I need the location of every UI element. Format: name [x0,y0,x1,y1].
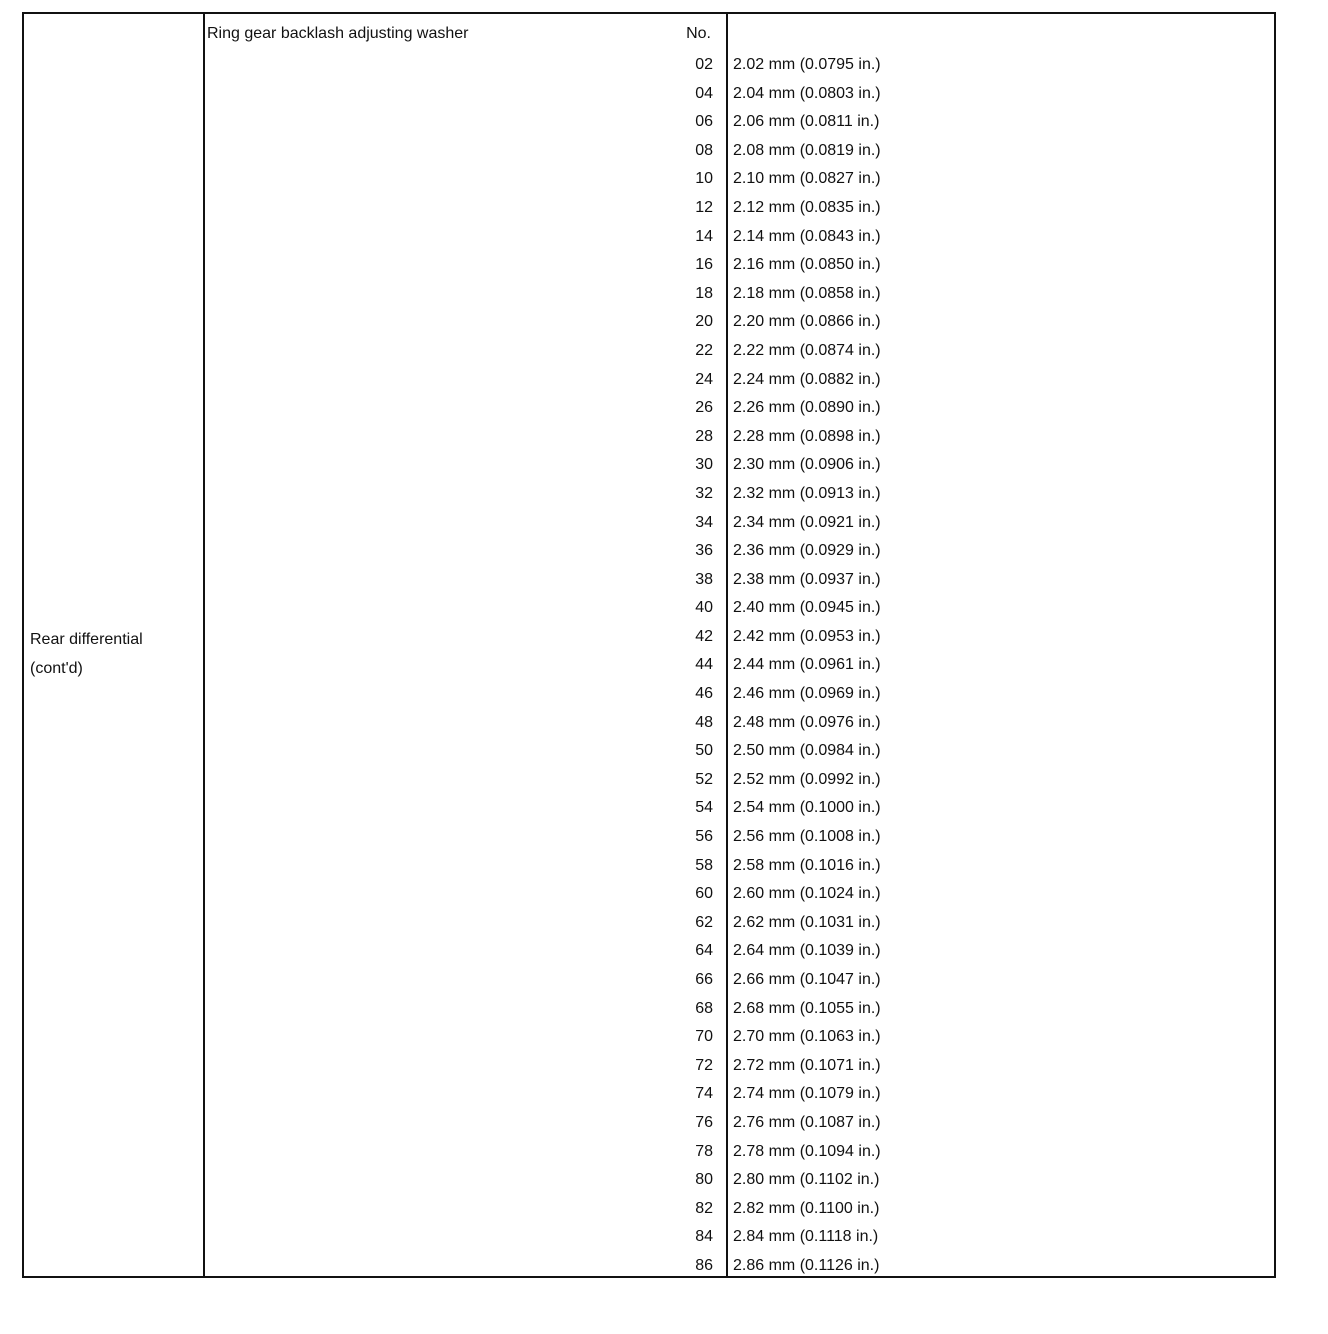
washer-thickness: 2.30 mm (0.0906 in.) [733,456,881,474]
table-row [24,251,1274,280]
washer-number: 02 [695,56,713,73]
washer-thickness: 2.32 mm (0.0913 in.) [733,484,881,502]
no-column-header: No. [686,25,711,42]
washer-number: 22 [695,341,713,359]
washer-number: 16 [695,256,713,274]
washer-number: 04 [695,84,713,102]
washer-thickness: 2.50 mm (0.0984 in.) [733,742,881,760]
table-row [24,823,1274,852]
table-row [24,165,1274,194]
table-row [24,1252,1274,1281]
washer-thickness: 2.58 mm (0.1016 in.) [733,856,881,874]
washer-thickness: 2.84 mm (0.1118 in.) [733,1228,879,1246]
washer-number: 12 [695,198,713,216]
table-row [24,509,1274,538]
washer-thickness: 2.26 mm (0.0890 in.) [733,399,881,417]
system-label: Rear differential [30,631,143,648]
washer-number: 24 [695,370,713,388]
washer-thickness: 2.44 mm (0.0961 in.) [733,656,881,674]
table-row [24,852,1274,881]
washer-thickness: 2.86 mm (0.1126 in.) [733,1256,880,1274]
washer-thickness: 2.38 mm (0.0937 in.) [733,570,881,588]
table-row [24,80,1274,109]
table-row [24,108,1274,137]
table-row [24,1223,1274,1252]
table-row [24,1109,1274,1138]
washer-thickness: 2.36 mm (0.0929 in.) [733,542,881,560]
table-row [24,680,1274,709]
table-row [24,966,1274,995]
washer-thickness: 2.12 mm (0.0835 in.) [733,198,881,216]
washer-number: 74 [695,1085,713,1103]
table-row [24,909,1274,938]
washer-number: 70 [695,1028,713,1046]
table-row [24,480,1274,509]
table-row [24,737,1274,766]
washer-number: 54 [695,799,713,817]
table-row [24,1080,1274,1109]
washer-thickness: 2.54 mm (0.1000 in.) [733,799,881,817]
table-row [24,1023,1274,1052]
washer-number: 76 [695,1113,713,1131]
table-row [24,451,1274,480]
table-row [24,766,1274,795]
washer-thickness: 2.56 mm (0.1008 in.) [733,828,881,846]
table-row [24,1138,1274,1167]
spec-table [22,12,1276,1278]
washer-thickness: 2.40 mm (0.0945 in.) [733,599,881,617]
washer-thickness: 2.10 mm (0.0827 in.) [733,170,881,188]
washer-thickness: 2.14 mm (0.0843 in.) [733,227,881,245]
washer-number: 78 [695,1142,713,1160]
washer-number: 50 [695,742,713,760]
washer-number: 14 [695,227,713,245]
table-row [24,337,1274,366]
washer-number: 86 [695,1256,713,1274]
washer-thickness: 2.52 mm (0.0992 in.) [733,770,881,788]
table-row [24,537,1274,566]
washer-number: 72 [695,1056,713,1074]
washer-thickness: 2.64 mm (0.1039 in.) [733,942,881,960]
washer-thickness: 2.68 mm (0.1055 in.) [733,999,881,1017]
washer-thickness: 2.80 mm (0.1102 in.) [733,1171,880,1189]
washer-thickness: 2.28 mm (0.0898 in.) [733,427,881,445]
table-row [24,1195,1274,1224]
washer-number: 66 [695,971,713,988]
washer-number: 44 [695,656,713,674]
washer-number: 40 [695,599,713,617]
washer-number: 82 [695,1199,713,1217]
washer-number: 52 [695,770,713,788]
washer-number: 84 [695,1228,713,1246]
washer-thickness: 2.22 mm (0.0874 in.) [733,341,881,359]
table-row [24,995,1274,1024]
washer-number: 48 [695,713,713,731]
item-label: Ring gear backlash adjusting washer [207,25,469,42]
washer-thickness: 2.62 mm (0.1031 in.) [733,913,881,931]
washer-thickness: 2.48 mm (0.0976 in.) [733,713,881,731]
table-row [24,651,1274,680]
washer-number: 56 [695,828,713,846]
washer-thickness: 2.82 mm (0.1100 in.) [733,1199,880,1217]
washer-thickness: 2.16 mm (0.0850 in.) [733,256,881,274]
table-row [24,308,1274,337]
washer-number: 20 [695,313,713,331]
table-row [24,594,1274,623]
washer-thickness: 2.76 mm (0.1087 in.) [733,1113,881,1131]
washer-thickness: 2.60 mm (0.1024 in.) [733,885,881,903]
washer-thickness: 2.18 mm (0.0858 in.) [733,284,881,302]
washer-thickness: 2.02 mm (0.0795 in.) [733,56,881,73]
washer-number: 18 [695,284,713,302]
table-row [24,394,1274,423]
washer-thickness: 2.42 mm (0.0953 in.) [733,627,881,645]
washer-number: 34 [695,513,713,531]
table-row [24,623,1274,652]
washer-thickness: 2.04 mm (0.0803 in.) [733,84,881,102]
washer-number: 26 [695,399,713,417]
washer-number: 58 [695,856,713,874]
washer-number: 42 [695,627,713,645]
washer-thickness: 2.66 mm (0.1047 in.) [733,971,881,988]
washer-number: 30 [695,456,713,474]
washer-list [24,51,1274,1281]
washer-thickness: 2.20 mm (0.0866 in.) [733,313,881,331]
table-row [24,280,1274,309]
washer-number: 10 [695,170,713,188]
table-row [24,366,1274,395]
table-row [24,51,1274,80]
washer-thickness: 2.78 mm (0.1094 in.) [733,1142,881,1160]
table-row [24,880,1274,909]
washer-number: 36 [695,542,713,560]
washer-thickness: 2.08 mm (0.0819 in.) [733,141,881,159]
table-row [24,937,1274,966]
washer-number: 08 [695,141,713,159]
washer-number: 46 [695,685,713,703]
washer-thickness: 2.06 mm (0.0811 in.) [733,113,880,131]
washer-thickness: 2.72 mm (0.1071 in.) [733,1056,881,1074]
washer-number: 64 [695,942,713,960]
table-row [24,1166,1274,1195]
washer-number: 06 [695,113,713,131]
washer-thickness: 2.34 mm (0.0921 in.) [733,513,881,531]
washer-number: 32 [695,484,713,502]
washer-thickness: 2.24 mm (0.0882 in.) [733,370,881,388]
washer-number: 38 [695,570,713,588]
table-row [24,423,1274,452]
washer-thickness: 2.74 mm (0.1079 in.) [733,1085,881,1103]
washer-number: 68 [695,999,713,1017]
washer-number: 80 [695,1171,713,1189]
washer-thickness: 2.46 mm (0.0969 in.) [733,685,881,703]
system-label-continued: (cont'd) [30,660,83,677]
table-row [24,194,1274,223]
washer-number: 28 [695,427,713,445]
table-row [24,223,1274,252]
table-row [24,709,1274,738]
washer-number: 62 [695,913,713,931]
table-row [24,566,1274,595]
table-row [24,794,1274,823]
washer-thickness: 2.70 mm (0.1063 in.) [733,1028,881,1046]
table-row [24,1052,1274,1081]
table-row [24,137,1274,166]
washer-number: 60 [695,885,713,903]
